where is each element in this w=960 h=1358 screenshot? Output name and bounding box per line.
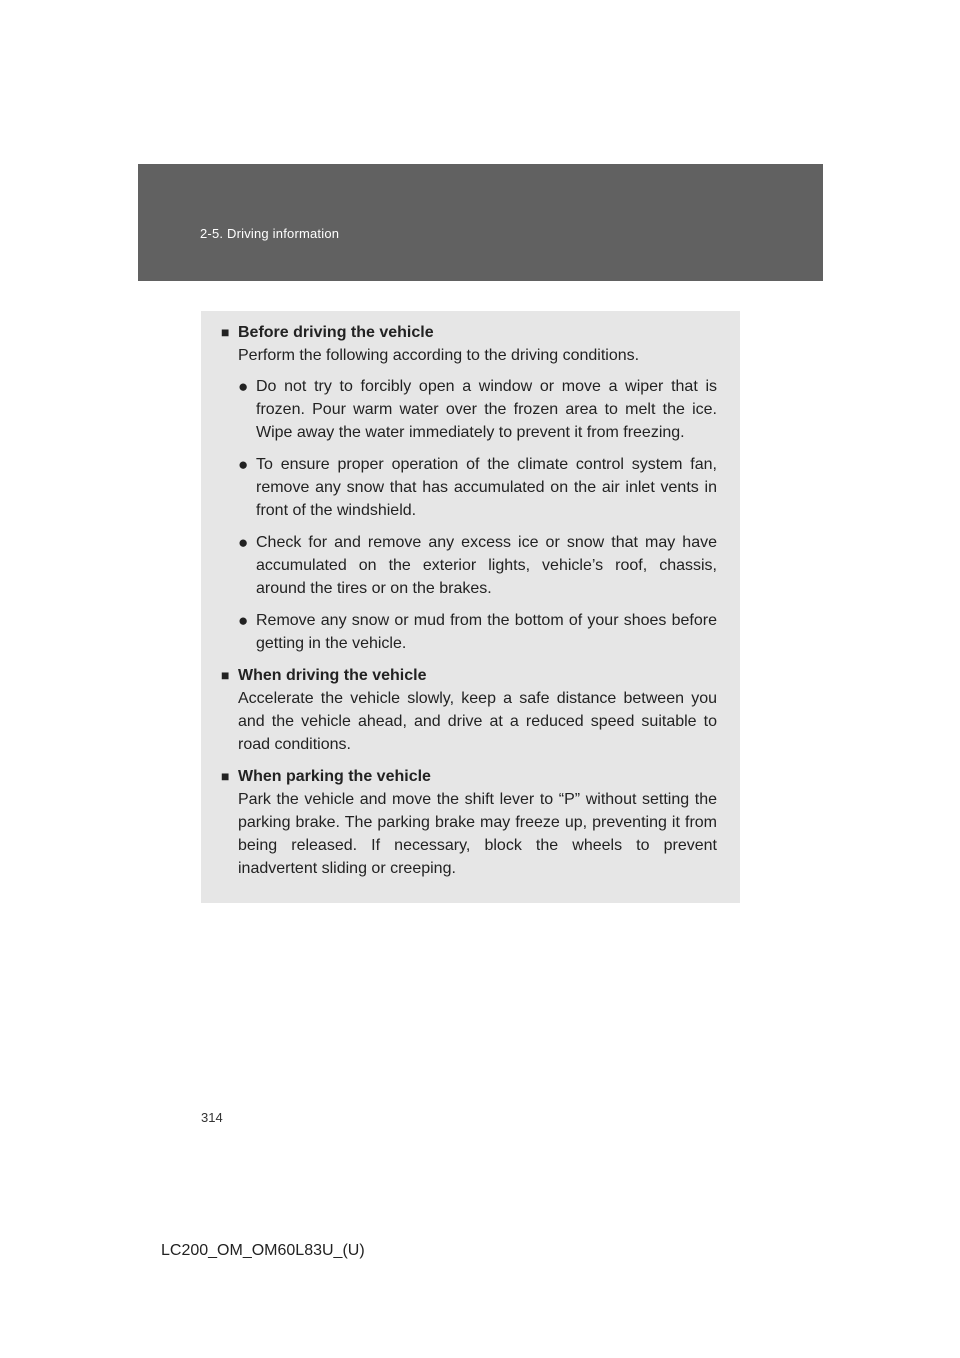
bullet-text: To ensure proper operation of the climate control system fan, remove any snow that has accumulated on the air inlet vents in front of the windshield. — [256, 456, 717, 519]
square-bullet-icon: ■ — [221, 768, 230, 784]
bullet-text: Check for and remove any excess ice or snow that may have accumulated on the exterior lights, vehicle’s roof, chassis, around the tires or on the brakes. — [256, 534, 717, 597]
square-bullet-icon: ■ — [221, 324, 230, 340]
section-before-driving — [221, 321, 717, 655]
section-heading — [221, 664, 717, 687]
info-box — [201, 311, 740, 903]
page-number: 314 — [201, 1110, 223, 1125]
square-bullet-icon: ■ — [221, 667, 230, 683]
bullet-list — [221, 375, 717, 655]
bullet-text: Remove any snow or mud from the bottom of your shoes before getting in the vehicle. — [256, 612, 717, 652]
list-item — [238, 375, 717, 444]
section-heading — [221, 765, 717, 788]
section-body: Accelerate the vehicle slowly, keep a safe distance between you and the vehicle ahead, and drive at a reduced speed suitable to road conditions. — [238, 690, 717, 753]
dot-bullet-icon: ● — [238, 377, 249, 396]
dot-bullet-icon: ● — [238, 611, 249, 630]
section-body: Perform the following according to the driving conditions. — [238, 347, 640, 364]
heading-text: Before driving the vehicle — [238, 324, 434, 341]
list-item — [238, 531, 717, 600]
section-label: 2-5. Driving information — [200, 226, 340, 241]
list-item — [238, 609, 717, 655]
dot-bullet-icon: ● — [238, 533, 249, 552]
dot-bullet-icon: ● — [238, 455, 249, 474]
section-when-parking — [221, 765, 717, 880]
bullet-text: Do not try to forcibly open a window or move a wiper that is frozen. Pour warm water over the frozen area to melt the ice. Wipe away the water immediately to prevent it from freezing. — [256, 378, 717, 441]
section-when-driving — [221, 664, 717, 756]
heading-text: When parking the vehicle — [238, 768, 431, 785]
heading-text: When driving the vehicle — [238, 667, 427, 684]
header-band — [138, 164, 823, 281]
list-item — [238, 453, 717, 522]
section-heading — [221, 321, 717, 344]
section-body: Park the vehicle and move the shift lever to “P” without setting the parking brake. The parking brake may freeze up, preventing it from being released. If necessary, block the wheels to prevent inadvertent sliding or creeping. — [238, 791, 717, 877]
document-code: LC200_OM_OM60L83U_(U) — [161, 1242, 365, 1259]
